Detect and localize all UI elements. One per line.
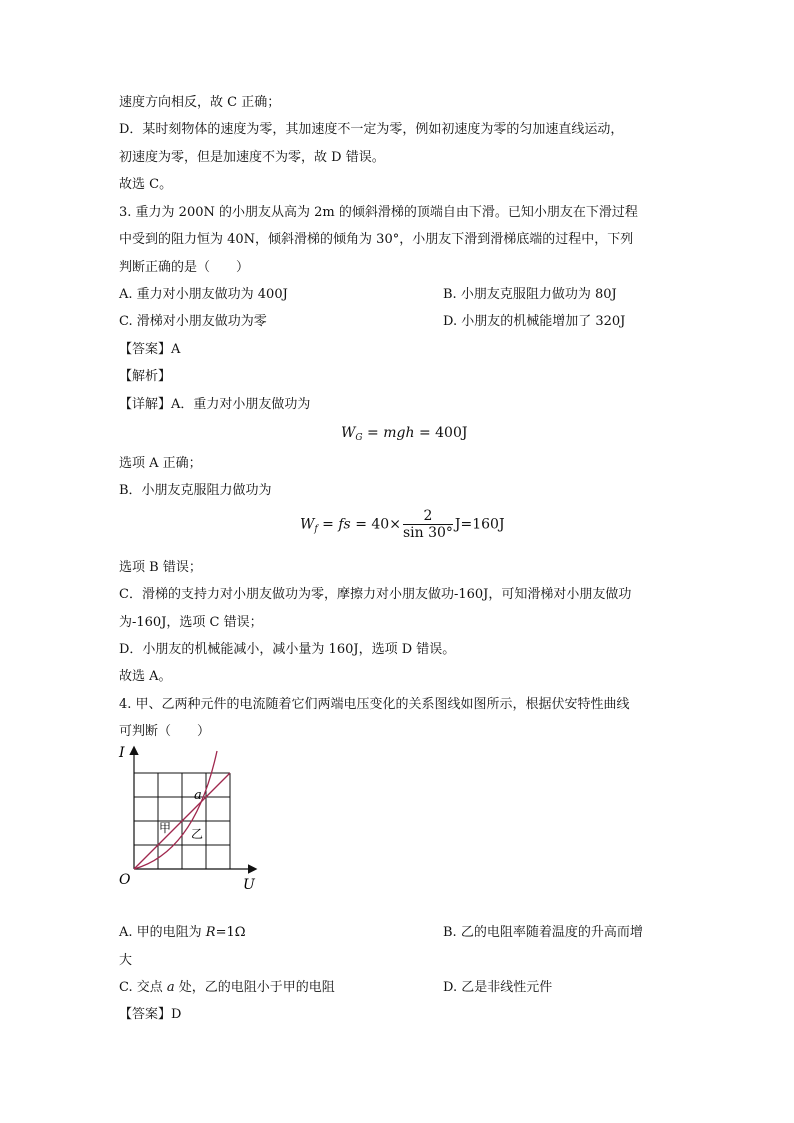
option-text: C. 交点 [119,980,167,995]
option-text: A. 甲的电阻为 [119,925,206,940]
answer-label: 【答案】D [119,1007,182,1022]
answer-label: 【答案】A [119,342,181,357]
q4-option-d: D. 乙是非线性元件 [443,980,553,995]
axis-label-u: U [243,877,255,892]
text-line: 速度方向相反，故 C 正确； [119,95,281,110]
text-line: 选项 B 错误； [119,560,202,575]
fraction-numerator: 2 [403,508,453,525]
formula-text: J=160J [454,516,505,533]
option-variable: a [166,980,175,995]
formula-gravity-work [341,425,467,443]
q4-option-b: B. 乙的电阻率随着温度的升高而增 [443,925,643,940]
label-jia: 甲 [159,821,172,835]
q4-option-c [119,979,335,997]
option-variable: R [205,925,216,940]
text-line: 故选 A。 [119,669,172,684]
question-3-stem: 中受到的阻力恒为 40N，倾斜滑梯的倾角为 30°，小朋友下滑到滑梯底端的过程中，下列 [119,232,634,247]
formula-text: = [317,516,339,533]
question-4-stem: 可判断（ ） [119,724,211,739]
iu-characteristic-figure [115,742,265,892]
axis-label-i: I [119,745,125,761]
question-4-stem: 4. 甲、乙两种元件的电流随着它们两端电压变化的关系图线如图所示，根据伏安特性曲线 [119,697,630,712]
option-text: 处，乙的电阻小于甲的电阻 [174,980,335,995]
detail-label: 【详解】A．重力对小朋友做功为 [119,397,311,412]
formula-text: = 40× [350,516,401,533]
option-text: =1Ω [215,925,246,940]
text-line: 选项 A 正确； [119,456,202,471]
formula-symbol: W [341,425,356,441]
text-line: 为-160J，选项 C 错误； [119,615,263,630]
text-line: C．滑梯的支持力对小朋友做功为零，摩擦力对小朋友做功-160J，可知滑梯对小朋友做功 [119,587,632,602]
text-line: D．小朋友的机械能减小，减小量为 160J，选项 D 错误。 [119,642,456,657]
q3-option-c: C. 滑梯对小朋友做功为零 [119,314,267,329]
point-a-label: a [194,788,202,803]
q3-option-a: A. 重力对小朋友做功为 400J [119,287,288,302]
formula-text: = [362,425,384,441]
formula-symbol: mgh [383,425,415,441]
text-line: B．小朋友克服阻力做功为 [119,483,272,498]
formula-text: = 400J [414,425,468,441]
question-3-stem: 判断正确的是（ ） [119,260,250,275]
q4-option-a [119,924,246,942]
analysis-label: 【解析】 [119,369,172,384]
formula-subscript: f [314,524,318,535]
formula-fraction [403,508,453,541]
q4-option-b-continued: 大 [119,953,133,968]
origin-label: O [119,872,131,888]
formula-subscript: G [355,433,363,443]
formula-friction-work [300,508,505,541]
q3-option-d: D. 小朋友的机械能增加了 320J [443,314,626,329]
question-3-stem: 3. 重力为 200N 的小朋友从高为 2m 的倾斜滑梯的顶端自由下滑。已知小朋友在下滑过程 [119,205,638,220]
text-line: 初速度为零，但是加速度不为零，故 D 错误。 [119,150,385,165]
fraction-denominator: sin 30° [402,525,453,541]
text-line: D．某时刻物体的速度为零，其加速度不一定为零，例如初速度为零的匀加速直线运动， [119,122,624,137]
q3-option-b: B. 小朋友克服阻力做功为 80J [443,287,617,302]
formula-symbol: fs [338,516,351,533]
curve-yi [134,751,217,869]
label-yi: 乙 [191,827,204,841]
text-line: 故选 C。 [119,177,173,192]
formula-symbol: W [300,516,315,533]
